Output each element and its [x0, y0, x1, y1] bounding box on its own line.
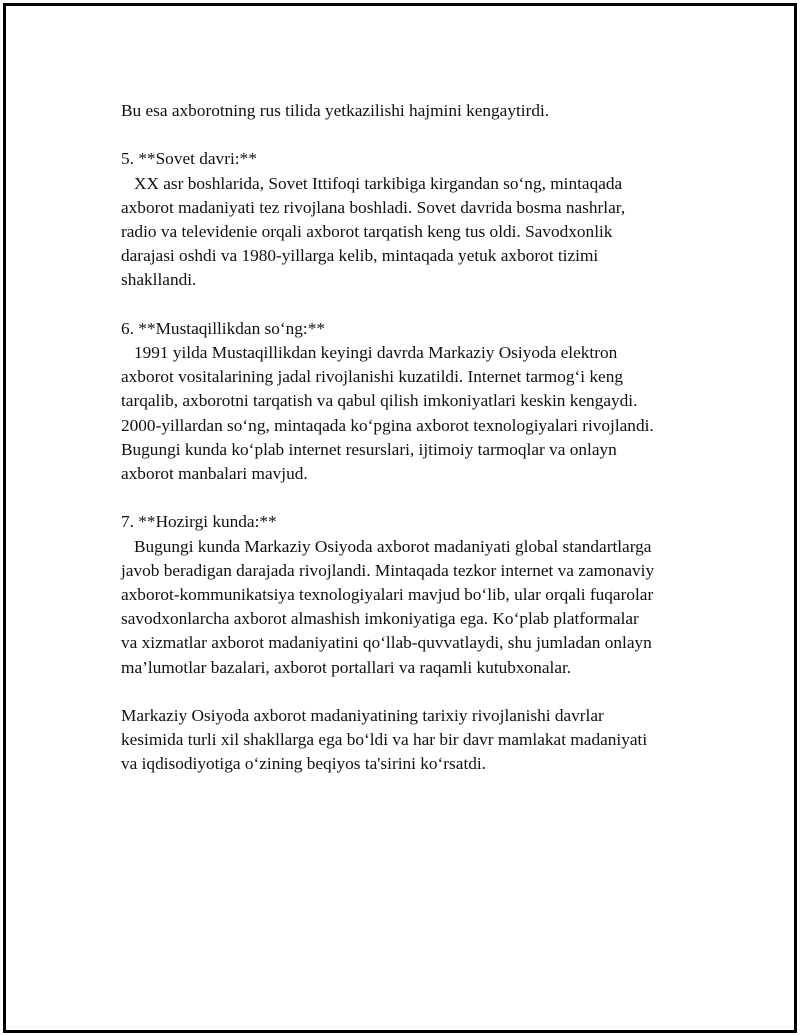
text-line: Bu esa axborotning rus tilida yetkazilishi hajmini kengaytirdi.: [121, 101, 550, 120]
paragraph: [121, 317, 701, 486]
text-line: Markaziy Osiyoda axborot madaniyatining tarixiy rivojlanishi davrlar: [121, 706, 604, 726]
paragraph: [121, 99, 701, 123]
text-line: ma’lumotlar bazalari, axborot portallari va raqamli kutubxonalar.: [121, 657, 572, 677]
paragraph: [121, 704, 701, 777]
text-line: javob beradigan darajada rivojlandi. Mintaqada tezkor internet va zamonaviy: [121, 560, 655, 580]
text-line: axborot madaniyati tez rivojlana boshladi. Sovet davrida bosma nashrlar,: [121, 197, 626, 217]
text-line: axborot-kommunikatsiya texnologiyalari mavjud bo‘lib, ular orqali fuqarolar: [121, 585, 654, 605]
text-line: 1991 yilda Mustaqillikdan keyingi davrda Markaziy Osiyoda elektron: [121, 343, 618, 362]
paragraph: [121, 147, 701, 292]
text-line: axborot manbalari mavjud.: [121, 464, 308, 484]
text-line: va xizmatlar axborot madaniyatini qo‘llab-quvvatlaydi, shu jumladan onlayn: [121, 633, 652, 653]
text-line: 6. **Mustaqillikdan so‘ng:**: [121, 318, 326, 338]
text-line: 7. **Hozirgi kunda:**: [121, 512, 277, 532]
text-line: XX asr boshlarida, Sovet Ittifoqi tarkibiga kirgandan so‘ng, mintaqada: [121, 173, 623, 193]
text-line: 2000-yillardan so‘ng, mintaqada ko‘pgina axborot texnologiyalari rivojlandi.: [121, 415, 654, 435]
paragraph: [121, 510, 701, 679]
document-body: [121, 99, 701, 801]
text-line: Bugungi kunda ko‘plab internet resurslari, ijtimoiy tarmoqlar va onlayn: [121, 439, 617, 459]
text-line: axborot vositalarining jadal rivojlanishi kuzatildi. Internet tarmog‘i keng: [121, 367, 623, 387]
text-line: radio va televidenie orqali axborot tarqatish keng tus oldi. Savodxonlik: [121, 222, 613, 241]
text-line: darajasi oshdi va 1980-yillarga kelib, mintaqada yetuk axborot tizimi: [121, 246, 599, 266]
text-line: kesimida turli xil shakllarga ega bo‘ldi va har bir davr mamlakat madaniyati: [121, 730, 648, 750]
text-line: tarqalib, axborotni tarqatish va qabul qilish imkoniyatlari keskin kengaydi.: [121, 391, 638, 411]
document-page: [3, 3, 797, 1033]
text-line: savodxonlarcha axborot almashish imkoniyatiga ega. Ko‘plab platformalar: [121, 609, 639, 629]
text-line: va iqdisodiyotiga o‘zining beqiyos ta'sirini ko‘rsatdi.: [121, 754, 487, 774]
text-line: Bugungi kunda Markaziy Osiyoda axborot madaniyati global standartlarga: [121, 536, 652, 556]
text-line: shakllandi.: [121, 270, 197, 290]
text-line: 5. **Sovet davri:**: [121, 149, 257, 169]
